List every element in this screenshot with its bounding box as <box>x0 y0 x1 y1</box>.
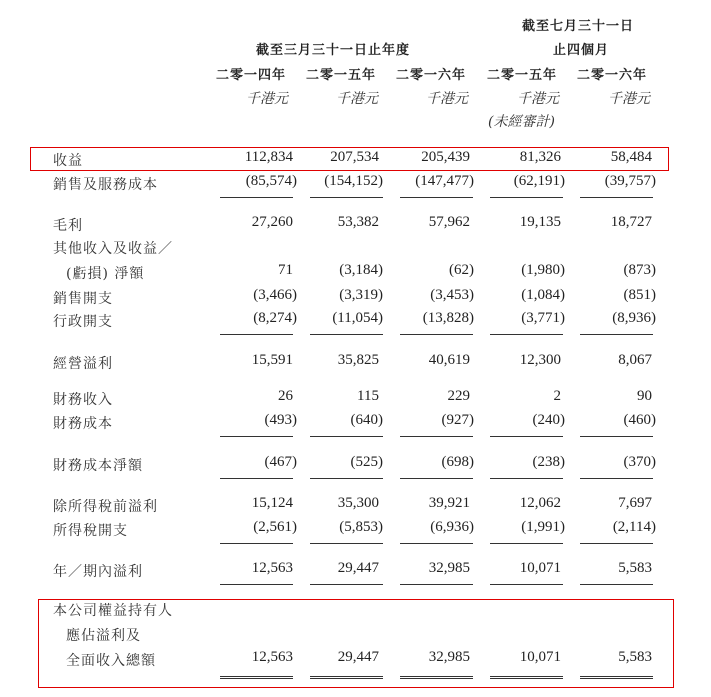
row-value: (698) <box>441 454 474 470</box>
row-value: 5,583 <box>618 649 652 665</box>
row-value: 32,985 <box>428 560 470 576</box>
underline <box>490 584 563 585</box>
row-value: 12,563 <box>251 560 293 576</box>
row-value: 58,484 <box>610 149 652 165</box>
row-value: (6,936) <box>430 519 474 535</box>
row-label: 除所得稅前溢利 <box>53 499 158 515</box>
row-value: 12,300 <box>519 352 561 368</box>
row-value: 15,591 <box>251 352 293 368</box>
row-label: 收益 <box>53 153 83 169</box>
row-value: (525) <box>350 454 383 470</box>
row-value: 8,067 <box>618 352 652 368</box>
underline <box>580 543 653 544</box>
row-value: 229 <box>447 388 470 404</box>
row-value: (240) <box>532 412 565 428</box>
row-value: 81,326 <box>519 149 561 165</box>
row-value: (13,828) <box>422 310 474 326</box>
row-value: 10,071 <box>519 560 561 576</box>
table-row <box>0 496 711 516</box>
table-row <box>0 520 711 540</box>
underline <box>580 478 653 479</box>
row-value: (62,191) <box>513 173 565 189</box>
row-value: (467) <box>264 454 297 470</box>
row-value: (2,561) <box>253 519 297 535</box>
row-label: 毛利 <box>53 218 83 234</box>
row-label: 銷售及服務成本 <box>53 177 158 193</box>
row-label: 財務收入 <box>53 392 113 408</box>
underline <box>310 584 383 585</box>
row-label: 經營溢利 <box>53 356 113 372</box>
row-value: (927) <box>441 412 474 428</box>
row-value: 5,583 <box>618 560 652 576</box>
row-value: 71 <box>278 262 293 278</box>
table-row <box>0 288 711 308</box>
column-year-header: 二零一六年 <box>396 68 467 83</box>
row-label: 年／期內溢利 <box>53 564 143 580</box>
underline <box>400 334 473 335</box>
row-value: 112,834 <box>244 149 293 165</box>
row-value: (640) <box>350 412 383 428</box>
underline <box>580 584 653 585</box>
row-value: (147,477) <box>415 173 474 189</box>
underline <box>400 543 473 544</box>
row-label: 本公司權益持有人 <box>53 603 173 619</box>
underline <box>220 478 293 479</box>
row-value: (3,466) <box>253 287 297 303</box>
row-label: 銷售開支 <box>53 291 113 307</box>
row-value: 115 <box>357 388 379 404</box>
table-row <box>0 353 711 373</box>
row-value: 207,534 <box>330 149 379 165</box>
underline <box>490 197 563 198</box>
row-value: 12,062 <box>519 495 561 511</box>
row-value: 53,382 <box>337 214 379 230</box>
row-value: 57,962 <box>428 214 470 230</box>
unit-label: 千港元 <box>336 91 378 107</box>
underline <box>310 334 383 335</box>
row-value: (851) <box>623 287 656 303</box>
unaudited-note: (未經審計) <box>488 114 555 130</box>
row-value: 18,727 <box>610 214 652 230</box>
table-row <box>0 600 711 620</box>
underline <box>400 197 473 198</box>
row-value: 19,135 <box>519 214 561 230</box>
row-value: 12,563 <box>251 649 293 665</box>
row-value: (8,274) <box>253 310 297 326</box>
row-value: 35,300 <box>337 495 379 511</box>
table-row <box>0 413 711 433</box>
unit-label: 千港元 <box>517 91 559 107</box>
group-title-four-months-line1: 截至七月三十一日 <box>522 19 635 34</box>
row-value: 15,124 <box>251 495 293 511</box>
row-value: 29,447 <box>337 560 379 576</box>
row-value: (1,084) <box>521 287 565 303</box>
row-value: (1,991) <box>521 519 565 535</box>
underline <box>400 584 473 585</box>
row-value: 2 <box>553 388 561 404</box>
underline <box>400 478 473 479</box>
row-label: 所得稅開支 <box>53 523 128 539</box>
row-value: (460) <box>623 412 656 428</box>
row-value: (154,152) <box>324 173 383 189</box>
row-label: 行政開支 <box>53 314 113 330</box>
row-value: 10,071 <box>519 649 561 665</box>
table-row <box>0 625 711 645</box>
group-title-fiscal-year: 截至三月三十一日止年度 <box>256 43 411 58</box>
group-title-four-months-line2: 止四個月 <box>553 43 610 58</box>
table-row <box>0 311 711 331</box>
underline <box>490 478 563 479</box>
underline <box>220 334 293 335</box>
table-row <box>0 174 711 194</box>
row-value: 32,985 <box>428 649 470 665</box>
underline <box>310 197 383 198</box>
underline <box>220 543 293 544</box>
table-row <box>0 215 711 235</box>
double-underline <box>490 676 563 679</box>
table-row <box>0 263 711 283</box>
underline <box>490 436 563 437</box>
unit-label: 千港元 <box>426 91 468 107</box>
row-value: 35,825 <box>337 352 379 368</box>
table-row <box>0 561 711 581</box>
row-label: 其他收入及收益／ <box>53 241 173 257</box>
underline <box>490 334 563 335</box>
column-year-header: 二零一五年 <box>306 68 377 83</box>
underline <box>490 543 563 544</box>
underline <box>580 334 653 335</box>
row-value: (8,936) <box>612 310 656 326</box>
row-value: (62) <box>449 262 474 278</box>
row-value: (3,319) <box>339 287 383 303</box>
row-label: 財務成本淨額 <box>53 458 143 474</box>
table-row <box>0 455 711 475</box>
underline <box>580 436 653 437</box>
table-row <box>0 238 711 258</box>
row-value: 90 <box>637 388 652 404</box>
double-underline <box>580 676 653 679</box>
row-value: (370) <box>623 454 656 470</box>
row-value: 205,439 <box>421 149 470 165</box>
double-underline <box>310 676 383 679</box>
row-value: 40,619 <box>428 352 470 368</box>
row-value: 27,260 <box>251 214 293 230</box>
row-value: (3,453) <box>430 287 474 303</box>
row-value: (238) <box>532 454 565 470</box>
row-label: 財務成本 <box>53 416 113 432</box>
underline <box>220 584 293 585</box>
row-value: (2,114) <box>612 519 656 535</box>
column-year-header: 二零一五年 <box>487 68 558 83</box>
underline <box>580 197 653 198</box>
underline <box>310 436 383 437</box>
unit-label: 千港元 <box>608 91 650 107</box>
column-year-header: 二零一四年 <box>216 68 287 83</box>
row-label: 全面收入總額 <box>66 653 156 669</box>
row-label: 應佔溢利及 <box>66 628 141 644</box>
underline <box>310 478 383 479</box>
row-value: (493) <box>264 412 297 428</box>
row-value: (5,853) <box>339 519 383 535</box>
underline <box>220 197 293 198</box>
row-value: (3,771) <box>521 310 565 326</box>
row-value: 26 <box>278 388 293 404</box>
double-underline <box>220 676 293 679</box>
row-value: (39,757) <box>604 173 656 189</box>
table-row <box>0 389 711 409</box>
row-value: 7,697 <box>618 495 652 511</box>
underline <box>400 436 473 437</box>
row-value: (3,184) <box>339 262 383 278</box>
row-value: (1,980) <box>521 262 565 278</box>
underline <box>220 436 293 437</box>
row-value: 39,921 <box>428 495 470 511</box>
row-value: 29,447 <box>337 649 379 665</box>
row-value: (85,574) <box>245 173 297 189</box>
double-underline <box>400 676 473 679</box>
column-year-header: 二零一六年 <box>577 68 648 83</box>
underline <box>310 543 383 544</box>
row-value: (11,054) <box>332 310 383 326</box>
row-value: (873) <box>623 262 656 278</box>
table-row <box>0 650 711 670</box>
row-label: (虧損) 淨額 <box>66 266 145 282</box>
table-row <box>0 150 711 170</box>
unit-label: 千港元 <box>246 91 288 107</box>
